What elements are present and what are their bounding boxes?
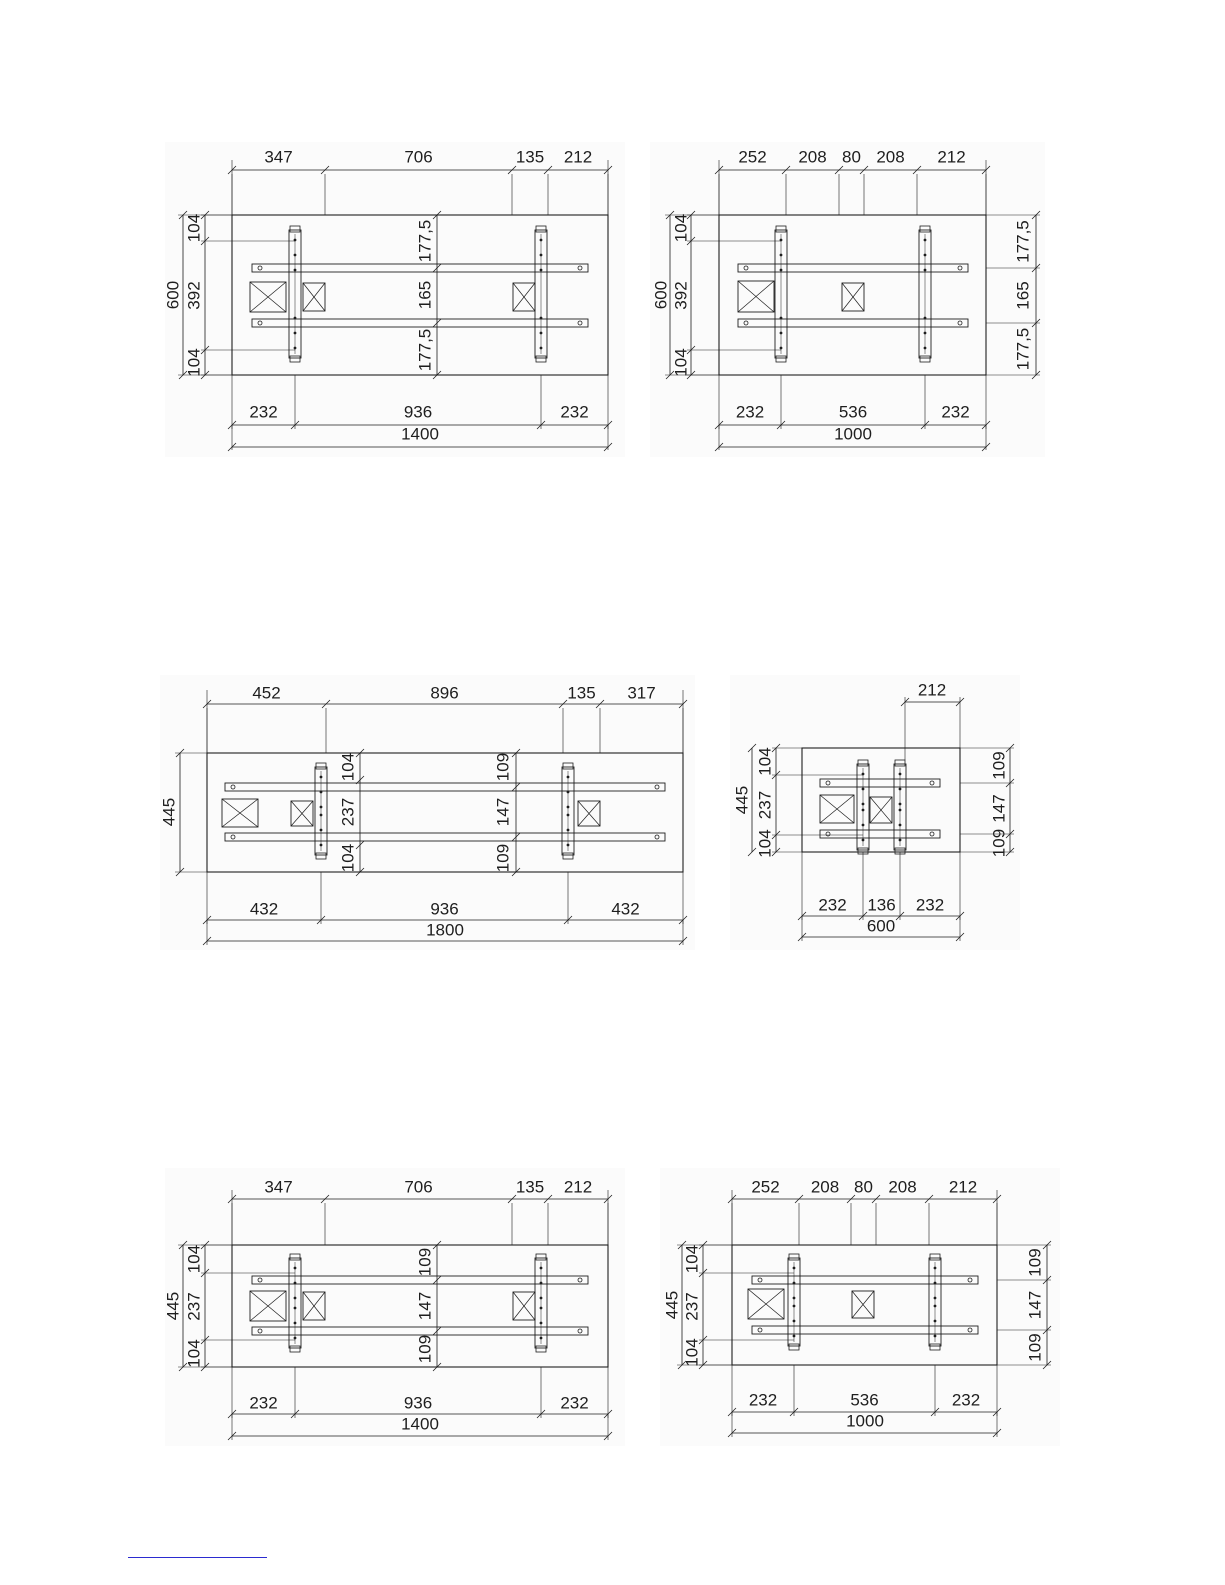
- drawing-1000x600: [652, 148, 1041, 452]
- dim-label: 536: [838, 402, 868, 422]
- leg-hole: [862, 788, 865, 791]
- leg-hole: [567, 814, 570, 817]
- dim-label: 936: [403, 402, 433, 422]
- rail-slot-hole: [744, 321, 748, 325]
- rail-slot-hole: [578, 1329, 582, 1333]
- leg-cap: [316, 763, 326, 769]
- dim-label: 347: [264, 1177, 293, 1197]
- leg-cap: [776, 356, 786, 362]
- dim-label: 147: [493, 797, 513, 827]
- dim-label: 600: [866, 916, 896, 936]
- rail-slot-hole: [930, 832, 934, 836]
- leg-hole: [320, 806, 323, 809]
- rail-slot-hole: [578, 321, 582, 325]
- rail-slot-hole: [826, 832, 830, 836]
- dim-label: 80: [854, 1177, 873, 1197]
- dim-label: 232: [818, 895, 847, 915]
- leg-hole: [567, 791, 570, 794]
- drawing-1400x445: [164, 1178, 613, 1441]
- leg-cap: [930, 1254, 940, 1260]
- leg-hole: [924, 347, 927, 350]
- dim-label: 432: [611, 899, 640, 919]
- dim-label: 104: [755, 829, 775, 858]
- rail-slot-hole: [758, 1328, 762, 1332]
- dim-label: 212: [563, 1177, 593, 1197]
- desk-top-outline: [732, 1245, 997, 1365]
- dim-label: 232: [915, 895, 945, 915]
- dim-label: 135: [515, 1177, 545, 1197]
- leg-hole: [934, 1267, 937, 1270]
- dim-label: 1000: [846, 1411, 884, 1431]
- dim-label: 600: [651, 280, 671, 310]
- leg-cap: [789, 1254, 799, 1260]
- leg-cap: [563, 853, 573, 859]
- dim-label: 212: [917, 680, 947, 700]
- dim-label: 936: [403, 1393, 433, 1413]
- leg-hole: [294, 269, 297, 272]
- leg-hole: [793, 1335, 796, 1338]
- leg-hole: [567, 844, 570, 847]
- rail-slot-hole: [958, 266, 962, 270]
- dim-label: 177,5: [1013, 327, 1033, 371]
- dim-label: 109: [1025, 1248, 1045, 1277]
- leg-hole: [540, 1297, 543, 1300]
- leg-hole: [934, 1335, 937, 1338]
- dim-label: 452: [252, 683, 281, 703]
- dim-label: 208: [888, 1177, 917, 1197]
- dim-label: 252: [738, 147, 767, 167]
- leg-hole: [540, 1337, 543, 1340]
- rail-slot-hole: [258, 321, 262, 325]
- leg-hole: [934, 1320, 937, 1323]
- leg-hole: [899, 809, 902, 812]
- rail-bar: [225, 833, 665, 841]
- leg-hole: [924, 239, 927, 242]
- dim-label: 177,5: [415, 328, 435, 372]
- leg-hole: [294, 1307, 297, 1310]
- dim-label: 237: [755, 790, 775, 820]
- leg-hole: [567, 829, 570, 832]
- drawing-600x445: [733, 681, 1015, 942]
- rail-bar: [752, 1276, 978, 1284]
- dim-label: 208: [810, 1177, 840, 1197]
- leg-hole: [294, 1267, 297, 1270]
- leg-hole: [540, 1322, 543, 1325]
- leg-hole: [294, 254, 297, 257]
- rail-slot-hole: [758, 1278, 762, 1282]
- leg-cap: [858, 760, 868, 766]
- dim-label: 109: [493, 752, 513, 782]
- leg-cap: [316, 853, 326, 859]
- dim-label: 445: [732, 785, 752, 815]
- leg-hole: [294, 1322, 297, 1325]
- leg-hole: [540, 332, 543, 335]
- dim-label: 109: [415, 1334, 435, 1364]
- dim-label: 147: [1025, 1290, 1045, 1320]
- dim-label: 109: [989, 751, 1009, 780]
- footer-rule: [128, 1557, 267, 1558]
- leg-hole: [540, 317, 543, 320]
- rail-slot-hole: [258, 1329, 262, 1333]
- leg-hole: [934, 1305, 937, 1308]
- drawing-1000x445: [663, 1178, 1052, 1438]
- dim-label: 896: [430, 683, 459, 703]
- dim-label: 936: [430, 899, 459, 919]
- dim-label: 104: [184, 348, 204, 377]
- leg-hole: [320, 791, 323, 794]
- dim-label: 147: [415, 1291, 435, 1321]
- leg-hole: [899, 839, 902, 842]
- leg-cap: [290, 1346, 300, 1352]
- drawing-1400x600: [164, 148, 613, 452]
- leg-cap: [290, 356, 300, 362]
- rail-bar: [225, 783, 665, 791]
- rail-slot-hole: [655, 785, 659, 789]
- dim-label: 212: [563, 147, 593, 167]
- dim-label: 104: [682, 1244, 702, 1274]
- leg-hole: [924, 332, 927, 335]
- dim-label: 232: [560, 402, 589, 422]
- rail-bar: [820, 830, 940, 838]
- leg-hole: [320, 814, 323, 817]
- dim-label: 104: [184, 1339, 204, 1368]
- leg-hole: [294, 1297, 297, 1300]
- leg-hole: [862, 839, 865, 842]
- leg-cap: [776, 226, 786, 232]
- leg-cap: [895, 760, 905, 766]
- leg-hole: [540, 239, 543, 242]
- leg-cap: [920, 226, 930, 232]
- dim-label: 706: [404, 1177, 433, 1197]
- dim-label: 109: [415, 1247, 435, 1277]
- leg-hole: [540, 1307, 543, 1310]
- rail-slot-hole: [578, 1278, 582, 1282]
- dim-label: 347: [264, 147, 293, 167]
- leg-hole: [780, 254, 783, 257]
- leg-cap: [536, 1254, 546, 1260]
- dim-label: 252: [751, 1177, 780, 1197]
- dim-label: 104: [755, 747, 775, 776]
- dim-label: 536: [850, 1390, 879, 1410]
- leg-hole: [924, 269, 927, 272]
- rail-slot-hole: [655, 835, 659, 839]
- dim-label: 232: [560, 1393, 589, 1413]
- rail-slot-hole: [231, 785, 235, 789]
- dim-label: 445: [159, 797, 179, 827]
- dim-label: 392: [671, 281, 691, 310]
- dim-label: 1400: [401, 424, 439, 444]
- dim-label: 232: [249, 402, 278, 422]
- leg-hole: [793, 1305, 796, 1308]
- leg-hole: [924, 317, 927, 320]
- dim-label: 109: [1025, 1333, 1045, 1362]
- dim-label: 600: [163, 280, 183, 310]
- dim-label: 212: [948, 1177, 978, 1197]
- rail-bar: [820, 779, 940, 787]
- dim-label: 1400: [401, 1414, 439, 1434]
- dim-label: 445: [163, 1291, 183, 1321]
- rail-slot-hole: [968, 1278, 972, 1282]
- drawing-1800x445: [160, 684, 688, 946]
- dim-label: 445: [662, 1290, 682, 1320]
- leg-hole: [924, 254, 927, 257]
- leg-hole: [294, 347, 297, 350]
- dim-label: 212: [937, 147, 966, 167]
- leg-cap: [563, 763, 573, 769]
- dim-label: 232: [941, 402, 970, 422]
- leg-cap: [536, 356, 546, 362]
- dim-label: 165: [415, 280, 435, 310]
- dim-label: 104: [671, 348, 691, 377]
- leg-cap: [930, 1344, 940, 1350]
- dim-label: 208: [876, 147, 905, 167]
- rail-slot-hole: [826, 781, 830, 785]
- leg-hole: [567, 806, 570, 809]
- leg-hole: [793, 1320, 796, 1323]
- dim-label: 104: [184, 1244, 204, 1274]
- dim-label: 147: [989, 794, 1009, 823]
- leg-cap: [536, 1346, 546, 1352]
- dim-label: 104: [184, 213, 204, 243]
- rail-bar: [252, 264, 588, 272]
- dim-label: 104: [338, 843, 358, 873]
- leg-cap: [290, 1254, 300, 1260]
- dim-label: 432: [249, 899, 279, 919]
- leg-hole: [793, 1297, 796, 1300]
- rail-slot-hole: [578, 266, 582, 270]
- rail-bar: [252, 1327, 588, 1335]
- dim-label: 232: [951, 1390, 981, 1410]
- dim-label: 165: [1013, 281, 1033, 310]
- leg-cap: [290, 226, 300, 232]
- leg-hole: [294, 1337, 297, 1340]
- rail-bar: [252, 1276, 588, 1284]
- rail-bar: [738, 319, 968, 327]
- leg-hole: [899, 773, 902, 776]
- rail-slot-hole: [258, 1278, 262, 1282]
- leg-hole: [540, 254, 543, 257]
- leg-hole: [862, 809, 865, 812]
- dim-label: 109: [989, 828, 1009, 858]
- leg-hole: [780, 317, 783, 320]
- desk-top-outline: [207, 753, 683, 872]
- dim-label: 104: [671, 213, 691, 243]
- leg-hole: [862, 824, 865, 827]
- leg-hole: [567, 776, 570, 779]
- rail-slot-hole: [930, 781, 934, 785]
- dim-label: 136: [867, 895, 896, 915]
- leg-hole: [294, 1282, 297, 1285]
- leg-hole: [934, 1297, 937, 1300]
- leg-hole: [793, 1282, 796, 1285]
- leg-hole: [793, 1267, 796, 1270]
- rail-bar: [252, 319, 588, 327]
- rail-bar: [752, 1326, 978, 1334]
- leg-hole: [540, 347, 543, 350]
- dim-label: 232: [249, 1393, 278, 1413]
- dim-label: 237: [682, 1292, 702, 1321]
- dim-label: 177,5: [1013, 220, 1033, 263]
- leg-hole: [862, 803, 865, 806]
- dim-label: 80: [842, 147, 861, 167]
- dim-label: 232: [748, 1390, 778, 1410]
- leg-hole: [320, 829, 323, 832]
- dim-label: 135: [515, 147, 545, 167]
- leg-cap: [789, 1344, 799, 1350]
- leg-cap: [920, 356, 930, 362]
- dim-label: 104: [338, 752, 358, 782]
- dim-label: 706: [404, 147, 433, 167]
- leg-hole: [899, 788, 902, 791]
- leg-hole: [320, 776, 323, 779]
- rail-slot-hole: [258, 266, 262, 270]
- dim-label: 237: [338, 797, 358, 827]
- leg-hole: [540, 1282, 543, 1285]
- dim-label: 1800: [426, 920, 464, 940]
- leg-hole: [780, 332, 783, 335]
- dim-label: 317: [627, 683, 656, 703]
- dim-label: 109: [493, 843, 513, 873]
- leg-hole: [780, 347, 783, 350]
- dim-label: 135: [567, 683, 596, 703]
- dim-label: 177,5: [415, 219, 435, 263]
- leg-hole: [899, 824, 902, 827]
- rail-slot-hole: [968, 1328, 972, 1332]
- rail-slot-hole: [231, 835, 235, 839]
- leg-hole: [934, 1282, 937, 1285]
- dim-label: 104: [682, 1338, 702, 1367]
- leg-hole: [540, 1267, 543, 1270]
- dim-label: 392: [184, 281, 204, 310]
- leg-cap: [536, 226, 546, 232]
- leg-hole: [294, 317, 297, 320]
- leg-hole: [899, 803, 902, 806]
- dim-label: 1000: [834, 424, 872, 444]
- rail-bar: [738, 264, 968, 272]
- leg-hole: [540, 269, 543, 272]
- rail-slot-hole: [958, 321, 962, 325]
- rail-slot-hole: [744, 266, 748, 270]
- dim-label: 208: [798, 147, 827, 167]
- leg-hole: [294, 332, 297, 335]
- dim-label: 237: [184, 1292, 204, 1321]
- leg-hole: [780, 269, 783, 272]
- dim-label: 232: [735, 402, 765, 422]
- desk-top-outline: [719, 215, 986, 375]
- leg-hole: [320, 844, 323, 847]
